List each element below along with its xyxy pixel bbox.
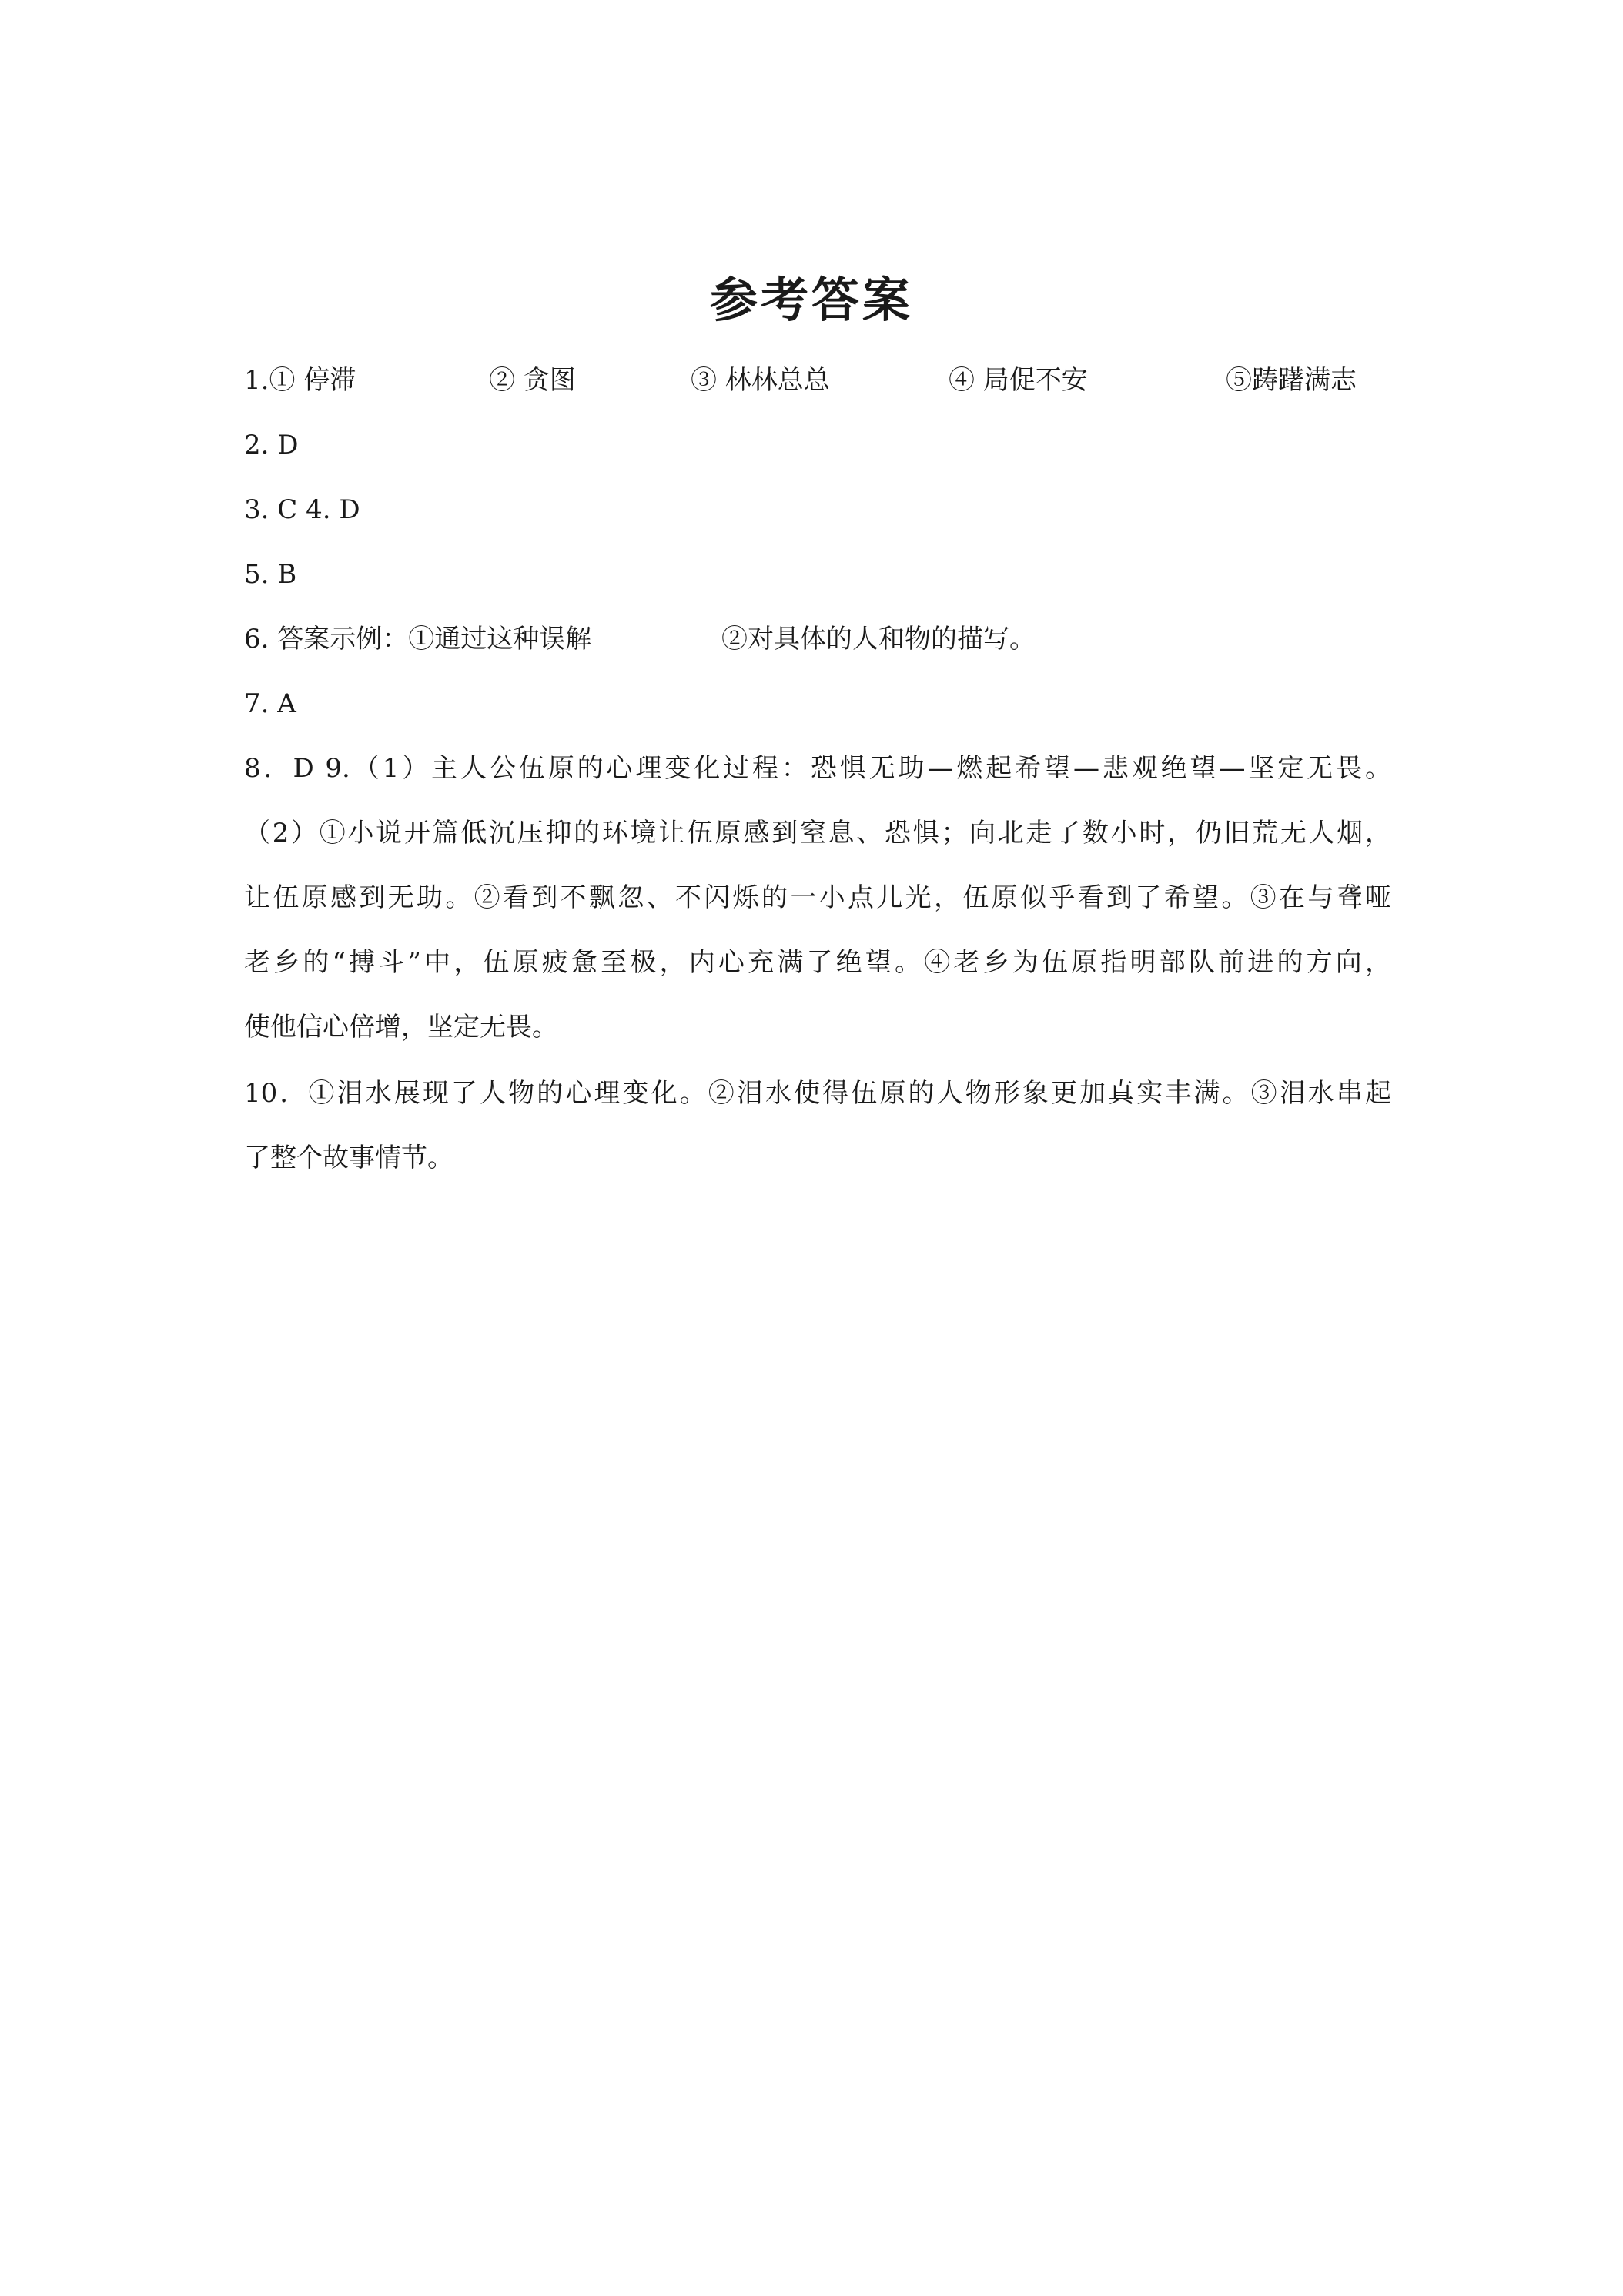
answer-5: 5. B — [244, 559, 297, 590]
answer-8-9 — [244, 736, 1391, 1059]
answer-3-4: 3. C 4. D — [244, 494, 360, 525]
answer-10 — [244, 1061, 1391, 1190]
answer-8-9-line: （2）①小说开篇低沉压抑的环境让伍原感到窒息、恐惧；向北走了数小时，仍旧荒无人烟， — [244, 818, 1391, 848]
answer-10-line: 10．①泪水展现了人物的心理变化。②泪水使得伍原的人物形象更加真实丰满。③泪水串起 — [244, 1078, 1391, 1109]
answer-8-9-line: 使他信心倍增，坚定无畏。 — [244, 1012, 558, 1043]
answer-1-item-3: ③ 林林总总 — [691, 365, 830, 396]
answer-1-item-2: ② 贪图 — [489, 365, 576, 396]
answer-6-part-1: 6. 答案示例：①通过这种误解 — [244, 624, 592, 654]
answer-1-item-4: ④ 局促不安 — [949, 365, 1088, 396]
answer-8-9-line: 8．D 9.（1）主人公伍原的心理变化过程：恐惧无助—燃起希望—悲观绝望—坚定无畏。 — [244, 753, 1391, 784]
answer-8-9-line: 老乡的“搏斗”中，伍原疲惫至极，内心充满了绝望。④老乡为伍原指明部队前进的方向， — [244, 947, 1391, 978]
answer-7: 7. A — [244, 688, 296, 719]
answer-1-item-1: 1.① 停滞 — [244, 365, 356, 396]
answer-10-line: 了整个故事情节。 — [244, 1143, 453, 1173]
answer-8-9-line: 让伍原感到无助。②看到不飘忽、不闪烁的一小点儿光，伍原似乎看到了希望。③在与聋哑 — [244, 882, 1391, 913]
answer-6-part-2: ②对具体的人和物的描写。 — [721, 624, 1036, 654]
page-title: 参考答案 — [709, 272, 913, 328]
answer-2: 2. D — [244, 430, 299, 460]
answer-1-item-5: ⑤踌躇满志 — [1226, 365, 1357, 396]
